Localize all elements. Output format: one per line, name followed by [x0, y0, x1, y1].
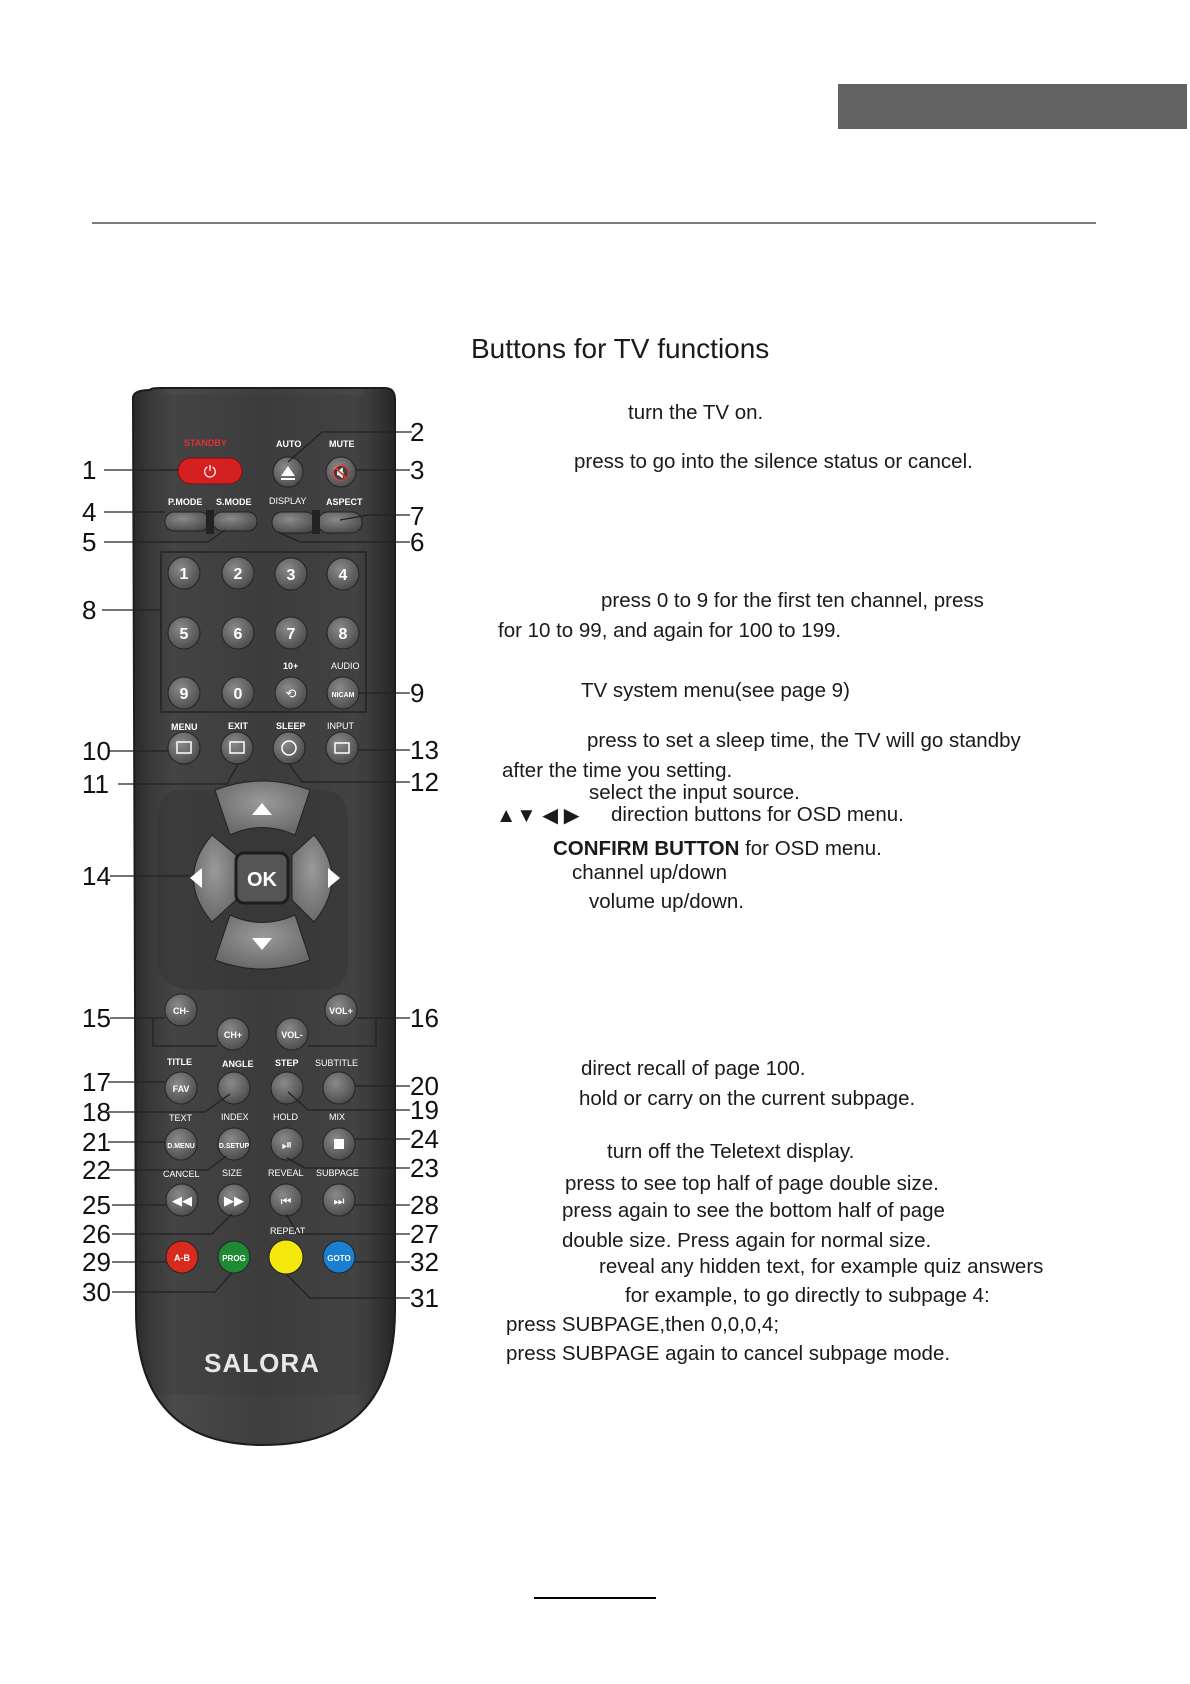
- desc-subpage-3: press SUBPAGE again to cancel subpage mode.: [506, 1342, 951, 1365]
- brand-logo: SALORA: [204, 1348, 320, 1378]
- desc-size-2: press again to see the bottom half of page: [562, 1199, 945, 1222]
- desc-size-3: double size. Press again for normal size.: [562, 1229, 932, 1252]
- callout-23: 23: [410, 1153, 439, 1183]
- callout-30: 30: [82, 1277, 111, 1307]
- stop-icon: [334, 1139, 344, 1149]
- callout-22: 22: [82, 1155, 111, 1185]
- desc-menu: TV system menu(see page 9): [581, 679, 850, 702]
- dmenu-label: D.MENU: [167, 1143, 195, 1150]
- desc-ok-bold: CONFIRM BUTTON: [553, 837, 740, 860]
- callout-1: 1: [82, 455, 97, 485]
- mute-label: MUTE: [329, 439, 355, 449]
- desc-index: direct recall of page 100.: [581, 1057, 806, 1080]
- desc-ok: [553, 837, 882, 861]
- fast-forward-icon: ▶▶: [224, 1193, 244, 1208]
- callout-27: 27: [410, 1219, 439, 1249]
- ch-minus-label: CH-: [173, 1006, 189, 1016]
- header-bar: [838, 84, 1187, 129]
- callout-24: 24: [410, 1124, 439, 1154]
- smode-button: [213, 512, 257, 531]
- callout-32: 32: [410, 1247, 439, 1277]
- callout-16: 16: [410, 1003, 439, 1033]
- callout-31: 31: [410, 1283, 439, 1313]
- audio-label: AUDIO: [331, 661, 360, 671]
- fav-label: FAV: [172, 1084, 190, 1094]
- sleep-button: [273, 732, 305, 764]
- desc-reveal: reveal any hidden text, for example quiz answers: [599, 1255, 1044, 1278]
- step-label: STEP: [275, 1058, 299, 1068]
- mix-label: MIX: [329, 1112, 346, 1122]
- ok-label: OK: [247, 869, 277, 891]
- callout-26: 26: [82, 1219, 111, 1249]
- digit-7: 7: [286, 626, 296, 643]
- callout-11: 11: [82, 769, 109, 799]
- step-button: [271, 1072, 303, 1104]
- direction-arrow-glyphs: ▲▼ ◀ ▶: [496, 804, 580, 827]
- recall-icon: ⟲: [285, 686, 297, 701]
- desc-standby: turn the TV on.: [628, 401, 764, 424]
- callout-10: 10: [82, 736, 111, 766]
- aspect-label: ASPECT: [326, 497, 363, 507]
- smode-label: S.MODE: [216, 497, 252, 507]
- digit-9: 9: [179, 686, 189, 703]
- desc-cancel: turn off the Teletext display.: [607, 1140, 855, 1163]
- desc-channel: channel up/down: [572, 861, 728, 884]
- previous-icon: ⏮: [280, 1194, 292, 1208]
- aspect-button: [318, 512, 362, 533]
- callout-19: 19: [410, 1095, 439, 1125]
- display-button: [272, 512, 316, 533]
- input-label: INPUT: [327, 721, 354, 731]
- callout-21: 21: [82, 1127, 111, 1157]
- yellow-button: [269, 1240, 303, 1274]
- index-label: INDEX: [221, 1112, 249, 1122]
- callout-15: 15: [82, 1003, 111, 1033]
- callout-25: 25: [82, 1190, 111, 1220]
- text-label: TEXT: [169, 1113, 193, 1123]
- callout-5: 5: [82, 527, 97, 557]
- title-label: TITLE: [167, 1057, 192, 1067]
- mute-icon: 🔇: [331, 465, 351, 482]
- subtitle-button: [323, 1072, 355, 1104]
- digit-1: 1: [179, 566, 189, 583]
- remote-control-illustration: [0, 0, 460, 1460]
- exit-label: EXIT: [228, 721, 249, 731]
- desc-digits-2: for 10 to 99, and again for 100 to 199.: [498, 619, 842, 642]
- callout-7: 7: [410, 501, 425, 531]
- digit-6: 6: [233, 626, 243, 643]
- footer-rule: [534, 1597, 656, 1599]
- digit-4: 4: [338, 567, 348, 584]
- ch-plus-label: CH+: [223, 1030, 243, 1040]
- desc-sleep-2: after the time you setting.: [502, 759, 733, 782]
- auto-label: AUTO: [276, 439, 302, 449]
- ab-label: A-B: [174, 1253, 190, 1263]
- angle-label: ANGLE: [222, 1059, 254, 1069]
- desc-size-1: press to see top half of page double size.: [565, 1172, 939, 1195]
- play-pause-icon: ⏯: [281, 1137, 293, 1152]
- desc-direction: direction buttons for OSD menu.: [611, 803, 904, 826]
- rewind-icon: ◀◀: [172, 1193, 192, 1208]
- vol-minus-label: VOL-: [281, 1030, 303, 1040]
- desc-digits-1: press 0 to 9 for the first ten channel, press: [601, 589, 984, 612]
- digit-2: 2: [233, 566, 243, 583]
- section-title: Buttons for TV functions: [471, 333, 770, 364]
- display-label: DISPLAY: [269, 496, 307, 506]
- callout-14: 14: [82, 861, 111, 891]
- callout-2: 2: [410, 417, 425, 447]
- digit-0: 0: [233, 686, 243, 703]
- desc-ok-rest: for OSD menu.: [739, 837, 882, 860]
- sleep-label: SLEEP: [276, 721, 306, 731]
- callout-6: 6: [410, 527, 425, 557]
- callout-3: 3: [410, 455, 425, 485]
- menu-label: MENU: [171, 722, 198, 732]
- pmode-label: P.MODE: [168, 497, 203, 507]
- callout-4: 4: [82, 497, 97, 527]
- goto-label: GOTO: [327, 1254, 351, 1263]
- power-icon: ⏻: [203, 464, 217, 481]
- pmode-button: [165, 512, 209, 531]
- exit-button: [221, 732, 253, 764]
- callout-20: 20: [410, 1071, 439, 1101]
- desc-volume: volume up/down.: [589, 890, 744, 913]
- vol-plus-label: VOL+: [329, 1006, 353, 1016]
- hold-label: HOLD: [273, 1112, 299, 1122]
- subtitle-label: SUBTITLE: [315, 1058, 359, 1068]
- cancel-label: CANCEL: [163, 1169, 200, 1179]
- digit-8: 8: [338, 626, 348, 643]
- desc-input: select the input source.: [589, 781, 800, 804]
- next-icon: ⏭: [333, 1194, 345, 1208]
- desc-hold: hold or carry on the current subpage.: [579, 1087, 916, 1110]
- repeat-label: REPEAT: [270, 1226, 306, 1236]
- desc-subpage-2: press SUBPAGE,then 0,0,0,4;: [506, 1313, 780, 1336]
- desc-sleep-1: press to set a sleep time, the TV will go standby: [587, 729, 1021, 752]
- prog-label: PROG: [222, 1254, 246, 1263]
- digit-5: 5: [179, 626, 189, 643]
- callout-29: 29: [82, 1247, 111, 1277]
- dsetup-label: D.SETUP: [218, 1143, 250, 1150]
- callout-9: 9: [410, 678, 425, 708]
- callout-17: 17: [82, 1067, 111, 1097]
- callout-13: 13: [410, 735, 439, 765]
- callout-12: 12: [410, 767, 439, 797]
- callout-18: 18: [82, 1097, 111, 1127]
- ten-plus-label: 10+: [283, 661, 299, 671]
- callout-28: 28: [410, 1190, 439, 1220]
- size-label: SIZE: [222, 1168, 243, 1178]
- nicam-label: NICAM: [331, 692, 355, 699]
- digit-3: 3: [286, 567, 296, 584]
- menu-button: [168, 732, 200, 764]
- reveal-label: REVEAL: [268, 1168, 304, 1178]
- standby-label: STANDBY: [184, 438, 227, 448]
- callout-8: 8: [82, 595, 97, 625]
- input-button: [326, 732, 358, 764]
- desc-mute: press to go into the silence status or cancel.: [574, 450, 973, 473]
- desc-subpage-1: for example, to go directly to subpage 4:: [625, 1284, 990, 1307]
- subpage-label: SUBPAGE: [316, 1168, 359, 1178]
